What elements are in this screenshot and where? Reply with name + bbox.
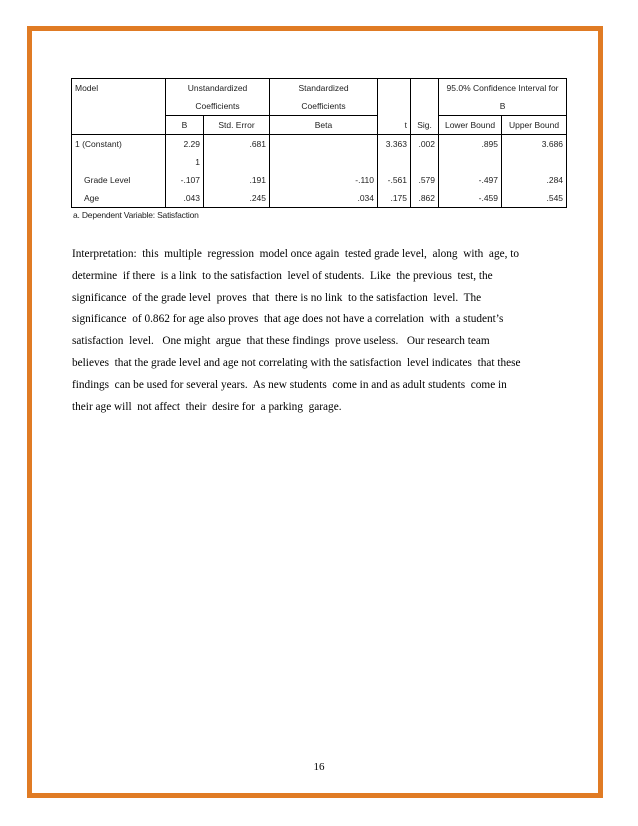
paragraph-line: their age will not affect their desire for a parking garage. (72, 400, 342, 413)
row-grade-level-upper: .284 (502, 171, 567, 189)
paragraph-line: believes that the grade level and age not correlating with the satisfaction level indicates that these (72, 356, 521, 369)
row-grade-level-sig: .579 (411, 171, 439, 189)
row-constant-b-line2: 1 (166, 153, 204, 171)
header-beta: Beta (270, 116, 378, 135)
row-grade-level-b: -.107 (166, 171, 204, 189)
row-constant-model: 1 (Constant) (72, 135, 166, 154)
row-age-upper: .545 (502, 189, 567, 208)
header-ci-line2: B (439, 97, 567, 116)
row-grade-level-model: Grade Level (72, 171, 166, 189)
table-row (72, 135, 567, 154)
row-constant-upper: 3.686 (502, 135, 567, 154)
header-model: Model (72, 79, 166, 98)
row-age-sig: .862 (411, 189, 439, 208)
row-age-b: .043 (166, 189, 204, 208)
header-unstandardized-line2: Coefficients (166, 97, 270, 116)
header-std-error: Std. Error (204, 116, 270, 135)
header-ci-line1: 95.0% Confidence Interval for (439, 79, 567, 98)
row-age-model: Age (72, 189, 166, 208)
row-age-std-error: .245 (204, 189, 270, 208)
row-grade-level-t: -.561 (378, 171, 411, 189)
row-constant-sig: .002 (411, 135, 439, 154)
header-t: t (378, 116, 411, 135)
interpretation-paragraph (72, 244, 572, 418)
row-constant-b-line1: 2.29 (166, 135, 204, 154)
paragraph-line: satisfaction level. One might argue that these findings prove useless. Our research team (72, 335, 490, 348)
row-constant-lower: .895 (439, 135, 502, 154)
paragraph-line: Interpretation: this multiple regression model once again tested grade level, along with age, to (72, 248, 520, 260)
row-grade-level-lower: -.497 (439, 171, 502, 189)
header-b: B (166, 116, 204, 135)
table-footnote: a. Dependent Variable: Satisfaction (73, 210, 199, 220)
row-age-lower: -.459 (439, 189, 502, 208)
paragraph-line: significance of the grade level proves that there is no link to the satisfaction level. The (72, 291, 482, 304)
paragraph-line: findings can be used for several years. As new students come in and as adult students come in (72, 378, 507, 391)
table-row (72, 171, 567, 189)
row-grade-level-beta: -.110 (270, 171, 378, 189)
row-age-t: .175 (378, 189, 411, 208)
header-standardized-line2: Coefficients (270, 97, 378, 116)
row-constant-beta (270, 135, 378, 154)
header-unstandardized-line1: Unstandardized (166, 79, 270, 98)
header-sig: Sig. (411, 116, 439, 135)
row-grade-level-std-error: .191 (204, 171, 270, 189)
row-age-beta: .034 (270, 189, 378, 208)
paragraph-line: significance of 0.862 for age also proves that age does not have a correlation with a student’s (72, 313, 504, 326)
header-upper-bound: Upper Bound (502, 116, 567, 135)
coefficients-table (71, 78, 567, 208)
header-lower-bound: Lower Bound (439, 116, 502, 135)
table-row (72, 189, 567, 208)
paragraph-line: determine if there is a link to the satisfaction level of students. Like the previous test, the (72, 269, 493, 282)
header-standardized-line1: Standardized (270, 79, 378, 98)
row-constant-std-error: .681 (204, 135, 270, 154)
page-number: 16 (313, 761, 325, 773)
row-constant-t: 3.363 (378, 135, 411, 154)
